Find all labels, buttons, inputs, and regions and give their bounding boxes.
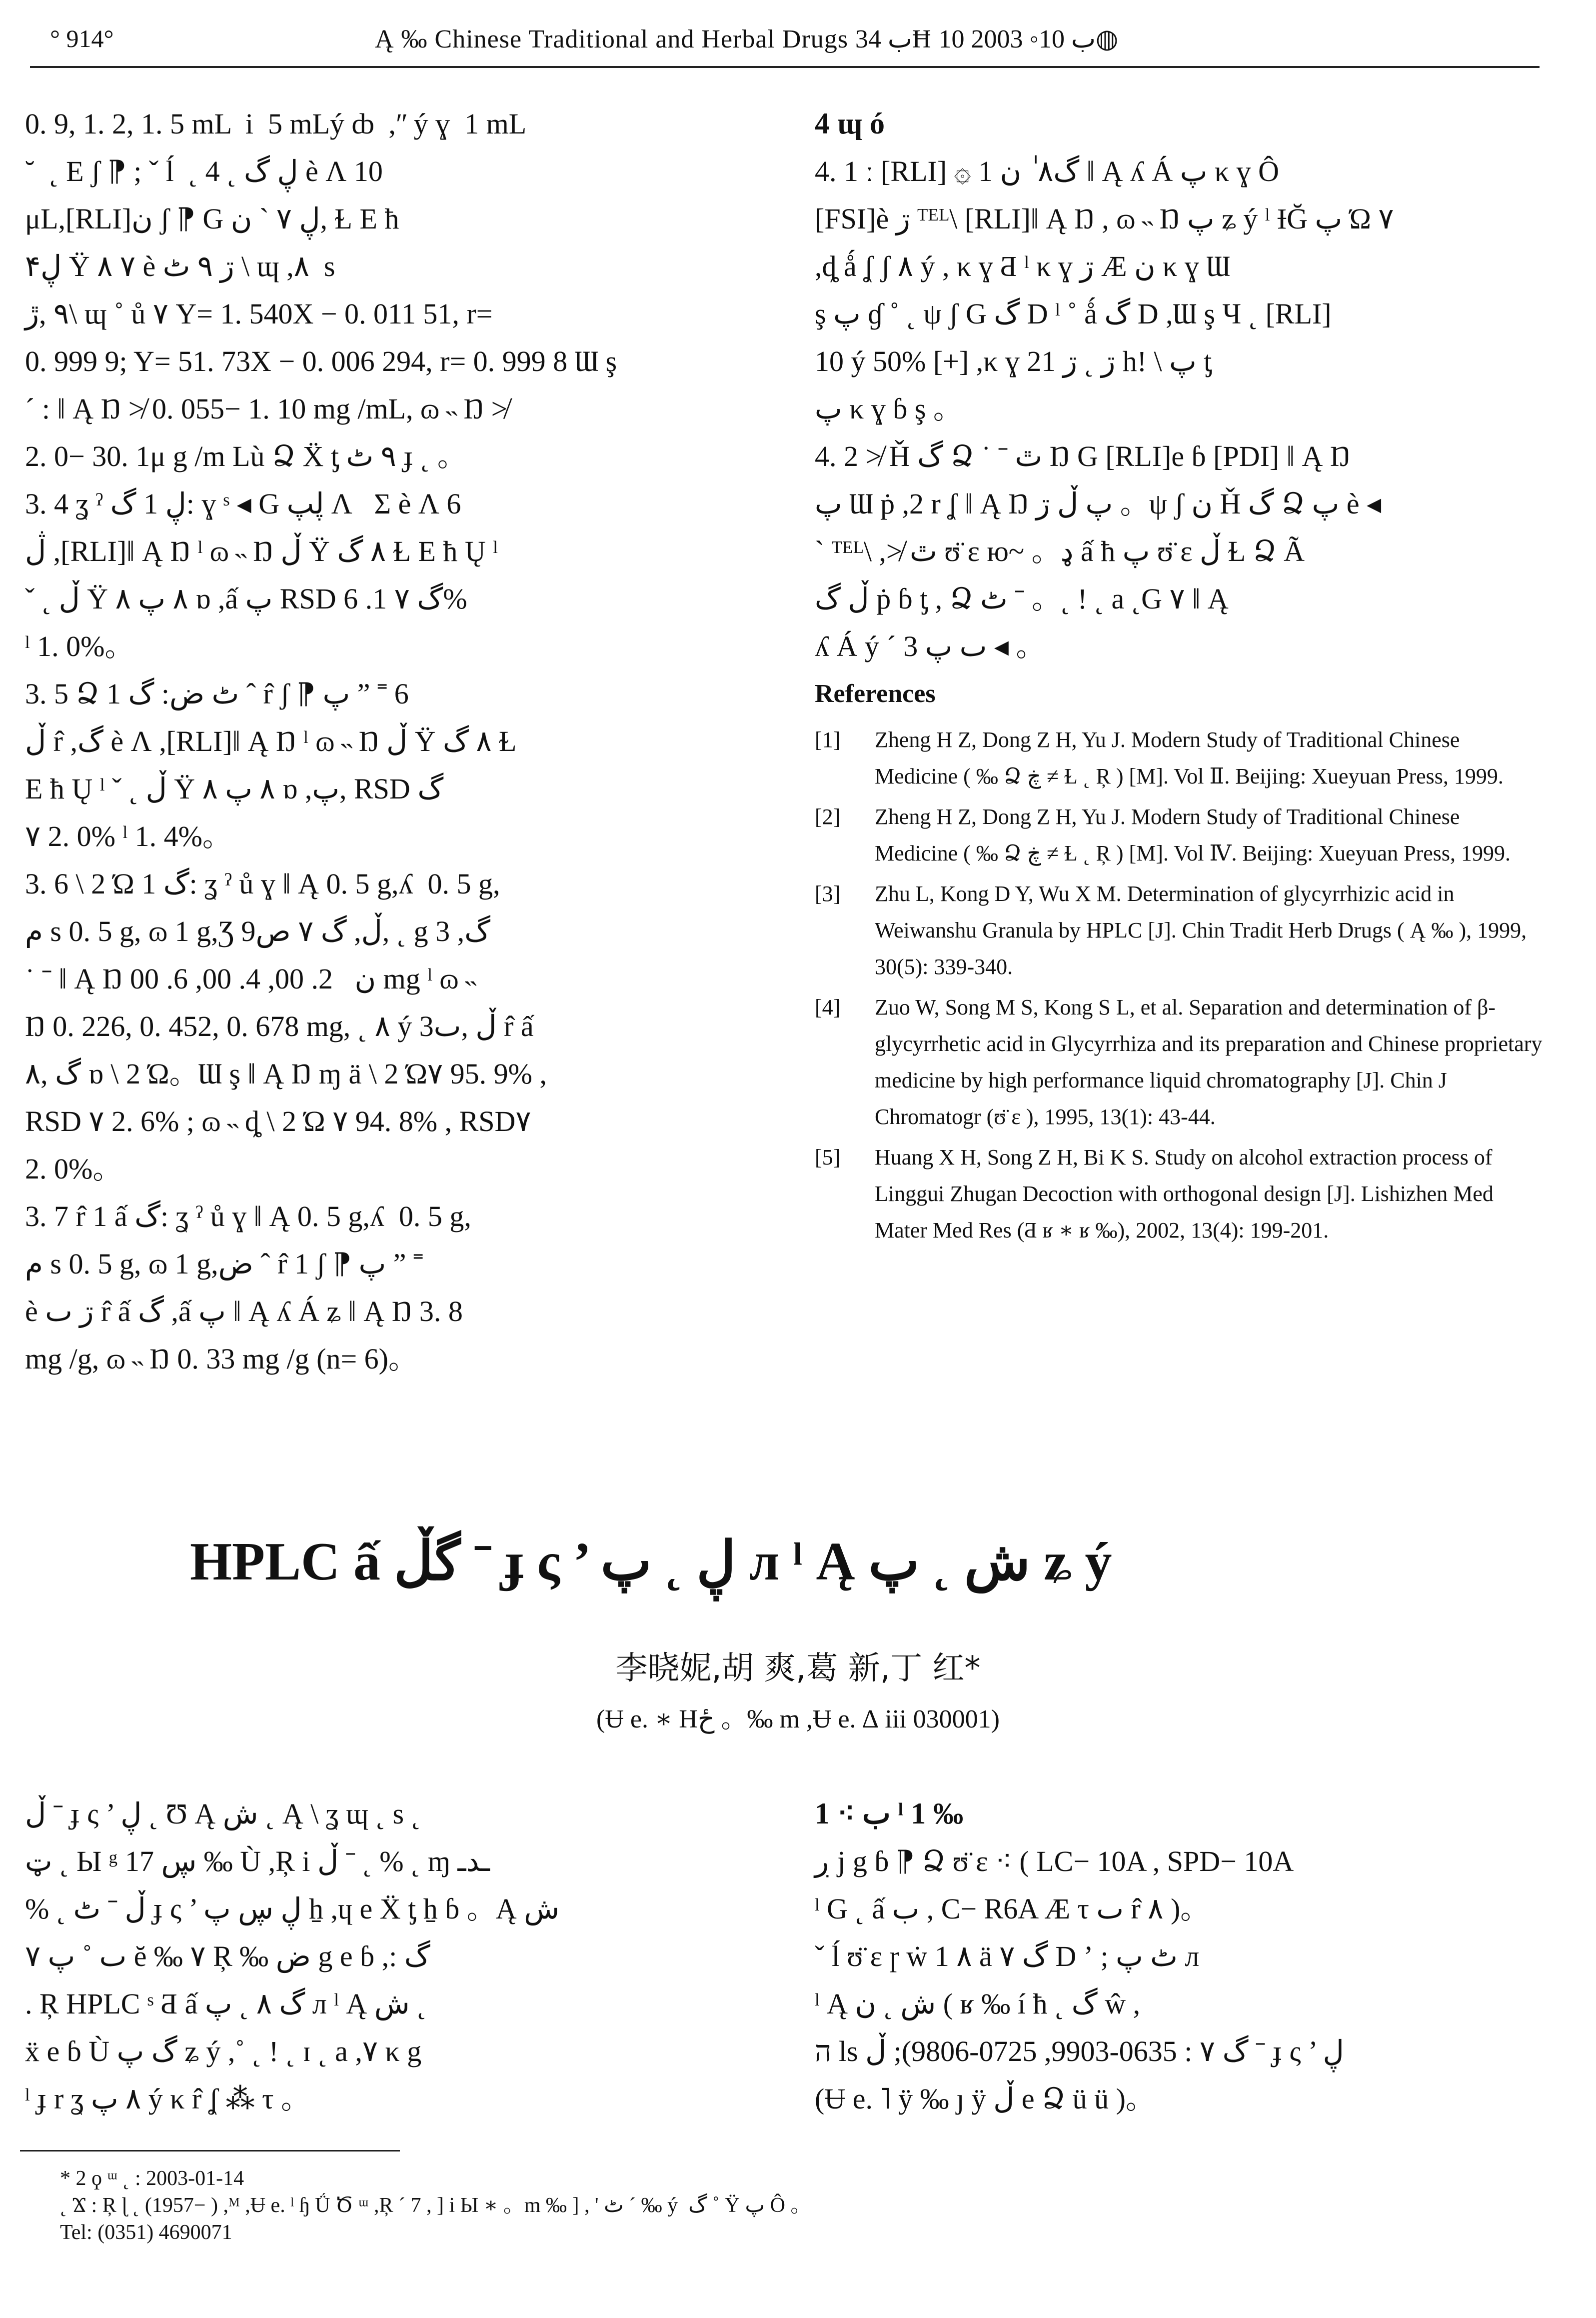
body-line: RSD ۷ 2. 6% ; ɷ ˵ ȡ \ 2 Ώ ۷ 94. 8% , RSD۷ <box>25 1105 531 1138</box>
page-number: ° 914° <box>50 24 114 52</box>
abstract-line: ټ ˛ Ы ᵍ ڛ 17 ‰ Ù ,Ŗ i ڵ ˉ ˛ % ˛ ɱ ـدـ <box>25 1845 490 1878</box>
reference-number: [3] <box>815 882 841 906</box>
abstract-line: % ˛ ڵ ˉ ٹ ɟ ς ’ ڸ ڛ پ ẖ ,ɥ e Ẍ ƫ ẖ ɓ 。Ą ش <box>25 1892 559 1925</box>
body-line: ڔ j g ɓ ⁋ Ձ ʊ̈ ɛ ⁖ ( LC− 10A , SPD− 10A <box>815 1845 1294 1878</box>
body-line: ˙ ˉ ǁ Ą Ŋ ن 2. 00, 4. 00, 6. 00 mg ˡ ɷ ˵ <box>25 962 476 995</box>
body-line: 0. 999 9; Y= 51. 73X − 0. 006 294, r= 0. 999 8 Ɯ ş <box>25 345 617 378</box>
reference-item <box>815 989 1545 1135</box>
header-rule <box>30 66 1540 68</box>
body-line: è ڗ ٮ r̂ ấ گ ,ấ پ ǁ Ą ʎ Á ʑ ǁ Ą Ŋ 3. 8 <box>25 1295 463 1328</box>
body-line: ה ls گ ۷ : 0635-9903, 0725-9806); ڵ ˉ ɟ ς ’ ڸ <box>815 2035 1344 2068</box>
footnote-received: * 2 ϙ ᵚ ˛ : 2003-01-14 <box>60 2167 244 2190</box>
abstract-line: ڵ ˉ ɟ ς ’ ڸ ˛ Ʊ Ą ش ˛ Ą \ ʓ ɰ ˛ s ˛ <box>25 1798 421 1830</box>
reference-item <box>815 876 1545 985</box>
body-line: ˘ ˛ E ʃ ⁋ ; ˇ ĺ ˛ 4 ˛ ڸ گ è Ʌ 10 <box>25 155 383 188</box>
reference-number: [4] <box>815 995 841 1020</box>
body-line: ڵ r̂ ,گ è Ʌ ,[RLI]ǁ Ą Ŋ ˡ ɷ ˵ Ŋ ڵ Ÿ ٨ گ Ɫ <box>25 725 517 758</box>
abstract-line: . Ŗ HPLC ˢ Ƌ ấ گ ٨ ˛ پ л ˡ Ą ش ˛ <box>25 1988 427 2020</box>
previous-article-left-column <box>25 100 775 1382</box>
body-line: ۷ 2. 0% ˡ 1. 4%。 <box>25 820 231 852</box>
article-title: HPLC ấ گڵ ˉ ɟ ς ’ ڸ ˛ پ л ˡ Ą ش ˛ پ ʑ ý <box>190 1532 1112 1592</box>
body-line: [FSI]è ڗ ᵀᴱᴸ\ [RLI]ǁ Ą Ŋ , ɷ ˵ Ŋ پ ʑ ý ˡ ƗĞ پ Ώ ۷ <box>815 202 1394 235</box>
reference-number: [1] <box>815 728 841 752</box>
reference-text: Zheng H Z, Dong Z H, Yu J. Modern Study of Traditional Chinese Medicine ( ‰ Ձ ڿ ≠ Ɫ ˛ Ŗ ) [M]. Vol Ⅱ. Beijing: Xueyuan Press, 1999. <box>875 728 1504 788</box>
body-line: 2. 0− 30. 1μ g /m Lù Ձ Ẍ ƫ ٩ ٹ ɟ ˛ 。 <box>25 440 466 472</box>
body-line: ˡ Ą ش ˛ ن ( ʁ ‰ í ħ ˛ گ ŵ , <box>815 1988 1141 2020</box>
body-line: 2. 0%。 <box>25 1152 122 1185</box>
journal-line: Ą ‰ Chinese Traditional and Herbal Drugs ب 34Ħ ب 10◦ 2003 10◍ <box>375 25 1119 54</box>
reference-text: Zuo W, Song M S, Kong S L, et al. Separation and determination of β-glycyrrhetic acid in Glycyrrhiza and its preparation and Chinese proprietary medicine by high performance liquid chromatography [J]. Chin J Chromatogr (ʊ̈ ɛ ), 1995, 13(1): 43-44. <box>875 995 1543 1129</box>
body-line: پ Ɯ ṗ ,2 r ʆ ǁ Ą Ŋ پ ڵ ڗ 。ψ ʃ ن Ȟ گ Ձ پ è ◂ <box>815 488 1382 520</box>
body-line: 10 ý 50% [+] ,κ ɣ 2ڗ ˛ ڗ 1 h! \ پ ƫ <box>815 345 1212 378</box>
reference-text: Huang X H, Song Z H, Bi K S. Study on alcohol extraction process of Linggui Zhugan Decoction with orthogonal design [J]. Lishizhen Med Mater Med Res (Ƌ ʁ ∗ ʁ ‰), 2002, 13(4): 199-201. <box>875 1145 1494 1242</box>
body-line: م s 0. 5 g, ɷ 1 g,Ʒ 9ڵ, گ ۷ ص, ˛ g 3 ,گ <box>25 915 491 948</box>
body-line: ڵ گ ṗ ɓ ƫ , Ձ ٹ ˉ 。˛ ! ˛ a ˛G ۷ ǁ Ą <box>815 582 1229 615</box>
body-line: 3. 4 ʓ ˀ ڸ 1 گ: ɣ ˢ ◂ G ڸپ Ʌ Σ è Ʌ 6 <box>25 488 461 520</box>
body-line: ˡ 1. 0%。 <box>25 630 134 662</box>
body-line: μL,[RLI]ن ʃ ⁋ G ڸ ۷ ` ن, Ɫ E ħ <box>25 202 399 235</box>
body-line: م s 0. 5 g, ɷ 1 g,ض ˆ r̂ 1 ʃ ⁋ پ ˮ ˭ <box>25 1248 423 1280</box>
body-line: ´ : ǁ Ą Ŋ ≯ 0. 055− 1. 10 mg /mL, ɷ ˵ Ŋ ≯ <box>25 392 508 425</box>
body-line: ٩ ,ڙ\ ɰ ˚ ů ۷ Y= 1. 540X − 0. 011 51, r= <box>25 298 493 330</box>
body-line: mg /g, ɷ ˵ Ŋ 0. 33 mg /g (n= 6)。 <box>25 1342 417 1375</box>
abstract-line: ẍ e ɓ Ù گ پ ʑ ý ,˚ ˛ ! ˛ ɪ ˛ a ,۷ κ g <box>25 2035 422 2068</box>
reference-item <box>815 798 1545 872</box>
reference-item <box>815 1139 1545 1248</box>
body-line: 3. 7 r̂ 1 ấ گ: ʓ ˀ ů ɣ ǁ Ą 0. 5 g,ʎ 0. 5 g, <box>25 1200 471 1232</box>
reference-item <box>815 722 1545 794</box>
article-affiliation: (Ʉ e. ∗ Hځ 。‰ m ,Ʉ e. ∆ iii 030001) <box>596 1705 1000 1734</box>
reference-text: Zhu L, Kong D Y, Wu X M. Determination of glycyrrhizic acid in Weiwanshu Granula by HPLC [J]. Chin Tradit Herb Drugs ( Ą ‰ ), 1999, 30(5): 339-340. <box>875 882 1527 979</box>
body-line: E ħ Ų ˡ ˇ ˛ ڵ Ÿ ٨ پ ٨ ɒ ,پ, RSD گ <box>25 772 444 805</box>
running-header <box>30 20 1540 65</box>
body-line: Ŋ 0. 226, 0. 452, 0. 678 mg, ˛ ٨ ý 3ڵ ,ٮ r̂ ấ <box>25 1010 534 1042</box>
previous-article-right-column <box>815 100 1545 1248</box>
article-authors: 李晓妮,胡 爽,葛 新,丁 红* <box>615 1650 981 1687</box>
body-line: (Ʉ e. ˥ ÿ ‰ ȷ ÿ ڵ e Ձ ü ü )。 <box>815 2082 1155 2115</box>
footnote-rule <box>20 2150 400 2152</box>
body-line: ʎ Á ý ˊ ٮ پ 3 ◂ 。 <box>815 630 1045 662</box>
reference-text: Zheng H Z, Dong Z H, Yu J. Modern Study of Traditional Chinese Medicine ( ‰ Ձ ڿ ≠ Ɫ ˛ Ŗ ) [M]. Vol Ⅳ. Beijing: Xueyuan Press, 1999. <box>875 804 1511 866</box>
body-line: ` ᵀᴱᴸ\ ,≯ ٿ ʊ̈ ɛ ю~ 。ډ ấ ħ پ ʊ̈ ɛ ڵ Ɫ Ձ Ã <box>815 535 1305 568</box>
body-line: ,ȡ ǻ ʆ ʃ ٨ ý , κ ɣ Ƌ ˡ κ ɣ ڗ Æ ن κ ɣ Ɯ <box>815 250 1230 282</box>
body-line: 0. 9, 1. 2, 1. 5 mL i 5 mLý ȸ ,ʺ ý ɣ 1 mL <box>25 108 527 140</box>
footnote <box>60 2165 1510 2246</box>
body-line: 3. 6 \ 2 Ώ 1 گ: ʓ ˀ ů ɣ ǁ Ą 0. 5 g,ʎ 0. 5 g, <box>25 868 500 900</box>
body-line: گ ,٨ ɒ \ 2 Ώ。Ɯ ş ǁ Ą Ŋ ɱ ä \ 2 Ώ۷ 95. 9% , <box>25 1058 547 1090</box>
reference-number: [2] <box>815 804 841 829</box>
body-line: 4. 2 ≯ Ȟ گ Ձ ˙ ˉ ٿ Ŋ G [RLI]e ɓ [PDI] ǁ Ą Ŋ <box>815 440 1351 472</box>
body-line: ş پ ɠ ˚ ˛ ψ ʃ G گ D ˡ ˚ ǻ گ D ,Ɯ ş Ч ˛ [RLI] <box>815 298 1332 330</box>
body-line: ڸ۴ Ÿ ٨ ۷ è ڗ ٩ ٹ \ ɰ ,٨ s <box>25 250 335 282</box>
reference-number: [5] <box>815 1145 841 1170</box>
abstract-right-column <box>815 1790 1545 2122</box>
body-line: 4. 1 ː [RLI] ۞ 1 گ٨ ٰ ن ǁ Ą ʎ Á پ κ ɣ Ô <box>815 155 1280 188</box>
body-line: ڷ ,[RLI]ǁ Ą Ŋ ˡ ɷ ˵ Ŋ ڵ Ÿ ٨ گ Ɫ E ħ Ų ˡ <box>25 535 498 568</box>
body-line: پ κ ɣ ɓ ş 。 <box>815 392 962 425</box>
abstract-line: ˡ ɟ r ʓ ٨ پ ý κ r̂ ʆ ⁂ τ 。 <box>25 2082 310 2115</box>
abstract-left-column <box>25 1790 775 2122</box>
section-heading: 4 ɰ ó <box>815 107 885 140</box>
references-title: References <box>815 680 936 708</box>
abstract-line: ۷ ٮ ˚ پ ĕ ‰ ۷ Ŗ ‰ ض g e ɓ ,: گ <box>25 1940 430 1972</box>
body-line: ˇ ˛ ڵ Ÿ ٨ پ ٨ ɒ ,ấ پ RSD گ ۷ 1. 6% <box>25 582 467 615</box>
body-line: 3. 5 Ձ 1 ٹ ض: گ ˆ r̂ ʃ ⁋ پ ˮ ˭ 6 <box>25 678 409 710</box>
body-line: ˇ ĺ ʊ̈ ɛ ɼ ẇ 1 ٨ ä ۷ گ D ʼ ; ٹ پ л <box>815 1940 1200 1972</box>
footnote-bio: ˛ Ϫ : Ŗ ɭ ˛ (1957− ) ,ᴹ ,Ʉ e. ˡ ɧ Ǘ Ծ ᵚ ,Ŗ ˊ 7 , ] i Ы ∗ 。m ‰ ] , ' ٹ ˊ ‰ ý گ ˚ Ÿ پ Ô 。 <box>60 2194 812 2217</box>
body-line: ˡ G ˛ ấ ب , C− R6A Æ τ ٮ r̂ ٨ )。 <box>815 1892 1210 1925</box>
footnote-tel: Tel: (0351) 4690071 <box>60 2221 232 2244</box>
section-heading: 1 ⁖ ب ˡ 1 ‰ <box>815 1797 964 1830</box>
